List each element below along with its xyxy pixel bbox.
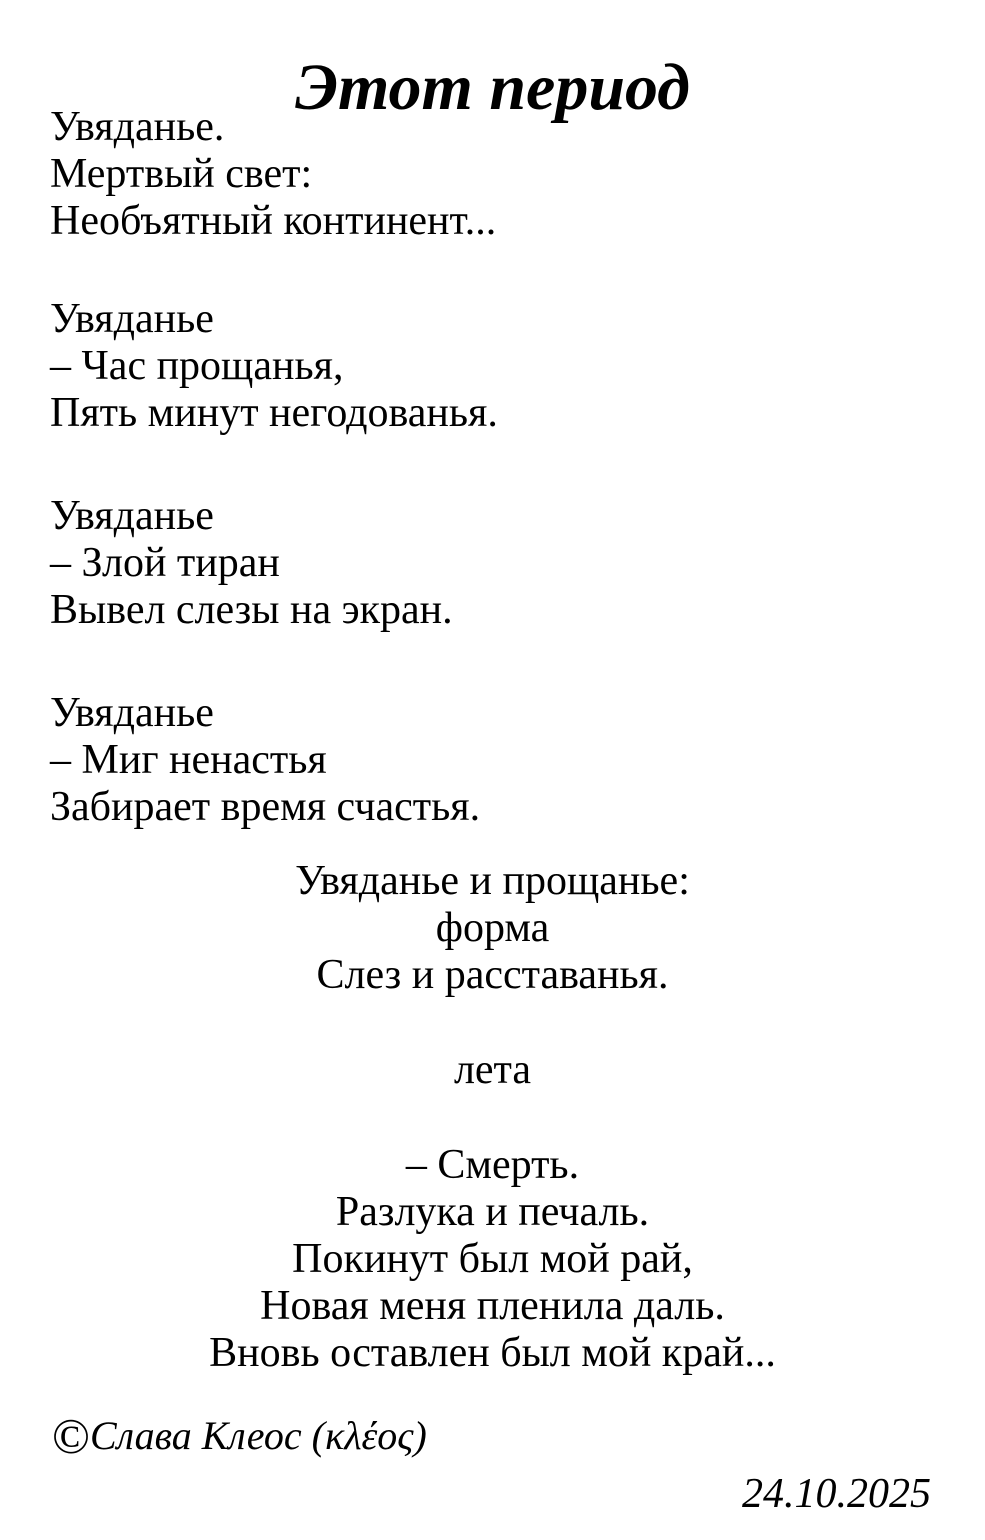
stanza-1 [50,104,496,245]
poem-date: 24.10.2025 [742,1471,931,1517]
poem-line: Разлука и печаль. [335,1189,650,1235]
poem-line: Мертвый свет: [50,151,313,197]
poem-line: лета [453,1047,532,1093]
poem-line: форма [435,905,550,951]
poem-line: Новая меня пленила даль. [260,1283,725,1329]
poem-title: Этот период [295,51,690,125]
stanza-3 [50,493,453,634]
poem-line: Необъятный континент... [50,198,497,244]
centered-stanza-2 [0,1047,985,1094]
poem-line: – Смерть. [405,1142,580,1188]
poem-line: Вывел слезы на экран. [50,587,453,633]
poem-line: Увяданье [50,493,214,539]
poem-line: – Злой тиран [50,540,280,586]
author-signature [52,1406,427,1466]
poem-line: Забирает время счастья. [50,784,481,830]
copyright-icon: © [52,1408,90,1464]
poem-line: Пять минут негодованья. [50,390,498,436]
centered-stanza-3 [0,1142,985,1377]
stanza-4 [50,690,480,831]
poem-line: Увяданье [50,296,214,342]
centered-stanza-1 [0,858,985,999]
poem-line: – Миг ненастья [50,737,327,783]
poem-line: Увяданье [50,690,214,736]
author-name: Слава Клеос (κλέος) [90,1413,427,1458]
poem-line: Увяданье. [50,104,225,150]
poem-line: Увяданье и прощанье: [295,858,690,904]
poem-line: Покинут был мой рай, [292,1236,693,1282]
poem-line: Вновь оставлен был мой край... [209,1330,776,1376]
stanza-2 [50,296,498,437]
poem-line: Слез и расставанья. [316,952,669,998]
poem-line: – Час прощанья, [50,343,344,389]
